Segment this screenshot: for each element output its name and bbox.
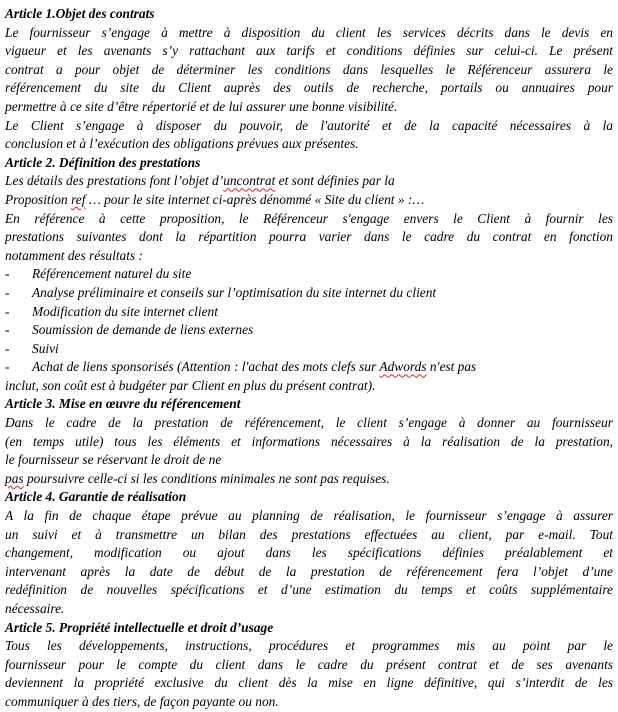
list-item xyxy=(5,303,613,322)
paragraph-line: communiquer à des tiers, de façon payante ou non. xyxy=(5,693,279,709)
article-heading: Article 1.Objet des contrats xyxy=(5,6,155,21)
paragraph-line: redéfinition de nouvelles spécifications et d’une estimation du temps et coûts supplémentaire xyxy=(5,582,613,598)
paragraph-line: inclut, son coût est à budgéter par Client en plus du présent contrat). xyxy=(5,377,376,393)
paragraph-line: un suivi et à transmettre un bilan des prestations effectuées au client, par e-mail. Tout xyxy=(5,526,613,542)
paragraph-line: Dans le cadre de la prestation de référencement, le client s’engage à donner au fournisseur xyxy=(5,415,613,431)
text-segment: Achat de liens sponsorisés (Attention : l'achat des mots clefs sur xyxy=(32,359,380,375)
spellcheck-flagged-word: ref xyxy=(71,191,86,207)
list-item xyxy=(5,358,613,377)
article-heading: Article 2. Définition des prestations xyxy=(5,154,201,170)
text-segment: poursuivre celle-ci si les conditions minimales ne sont pas requises. xyxy=(23,470,390,486)
text-segment: et sont définies par la xyxy=(275,173,395,189)
paragraph-line xyxy=(5,172,613,191)
list-item xyxy=(5,265,613,284)
paragraph-line: prestations suivantes dont la répartition pourra varier dans le cadre du contrat en fonction xyxy=(5,229,613,245)
paragraph-line: intervenant après la date de début de la prestation de référencement fera l’objet d’une xyxy=(5,563,613,579)
paragraph-line xyxy=(5,470,613,489)
text-segment: … pour le site internet ci-après dénommé « Site du client » :… xyxy=(85,191,425,207)
paragraph-line: référencement du site du Client auprès des outils de recherche, portails ou annuaires pour xyxy=(5,80,613,96)
paragraph-line: A la fin de chaque étape prévue au planning de réalisation, le fournisseur s’engage à assurer xyxy=(5,508,613,524)
paragraph-line: notamment des résultats : xyxy=(5,247,143,263)
text-segment: n'est pas xyxy=(426,359,477,375)
article-heading: Article 4. Garantie de réalisation xyxy=(5,489,187,505)
bullet-dash: - xyxy=(5,266,10,282)
paragraph-line: deviennent la propriété exclusive du client dès la mise en ligne définitive, qui s’interdit de les xyxy=(5,675,613,691)
paragraph-line: Le fournisseur s’engage à mettre à disposition du client les services décrits dans le devis en xyxy=(5,24,613,40)
paragraph-line: vigueur et les avenants s’y rattachant aux tarifs et conditions définies sur celui-ci. Le présent xyxy=(5,43,613,59)
paragraph-line: Tous les développements, instructions, procédures et programmes mis au point par le xyxy=(5,638,613,654)
bullet-dash: - xyxy=(5,303,10,319)
article-heading: Article 5. Propriété intellectuelle et droit d’usage xyxy=(5,619,274,635)
paragraph-line: changement, modification ou ajout dans les spécifications définies préalablement et xyxy=(5,545,613,561)
article-heading: Article 3. Mise en œuvre du référencement xyxy=(5,396,241,412)
paragraph-line: conclusion et à l’exécution des obligations prévues aux présentes. xyxy=(5,136,359,152)
list-item xyxy=(5,340,613,359)
text-segment: Proposition xyxy=(5,191,72,207)
list-item-text: Modification du site internet client xyxy=(32,303,218,319)
list-item-text: Référencement naturel du site xyxy=(32,266,192,282)
list-item xyxy=(5,284,613,303)
paragraph-line xyxy=(5,191,613,210)
paragraph-line: En référence à cette proposition, le Référenceur s'engage envers le Client à fournir les xyxy=(5,210,613,226)
paragraph-line: Le Client s’engage à disposer du pouvoir, de l'autorité et de la capacité nécessaires à la xyxy=(5,117,613,133)
paragraph-line: (en temps utile) tous les éléments et informations nécessaires à la réalisation de la prestation, xyxy=(5,433,613,449)
contract-document xyxy=(5,5,613,712)
bullet-dash: - xyxy=(5,359,10,375)
bullet-dash: - xyxy=(5,284,10,300)
spellcheck-flagged-word: Adwords xyxy=(379,359,427,375)
paragraph-line: permettre à ce site d’être répertorié et de lui assurer une bonne visibilité. xyxy=(5,98,398,114)
list-item-text: Soumission de demande de liens externes xyxy=(32,322,254,338)
bullet-dash: - xyxy=(5,340,10,356)
list-item-text: Suivi xyxy=(32,340,59,356)
bullet-dash: - xyxy=(5,322,10,338)
paragraph-line: contrat a pour objet de déterminer les conditions dans lesquelles le Référenceur assurera le xyxy=(5,61,613,77)
text-segment: Les détails des prestations font l’objet d’ xyxy=(5,173,224,189)
spellcheck-flagged-word: uncontrat xyxy=(223,173,276,189)
paragraph-line: le fournisseur se réservant le droit de ne xyxy=(5,452,222,468)
paragraph-line: nécessaire. xyxy=(5,601,65,616)
list-item xyxy=(5,321,613,340)
list-item-text: Analyse préliminaire et conseils sur l’optimisation du site internet du client xyxy=(32,284,437,300)
paragraph-line: fournisseur pour le compte du client dans le cadre du présent contrat et de ses avenants xyxy=(5,656,613,672)
spellcheck-flagged-word: pas xyxy=(5,470,24,486)
